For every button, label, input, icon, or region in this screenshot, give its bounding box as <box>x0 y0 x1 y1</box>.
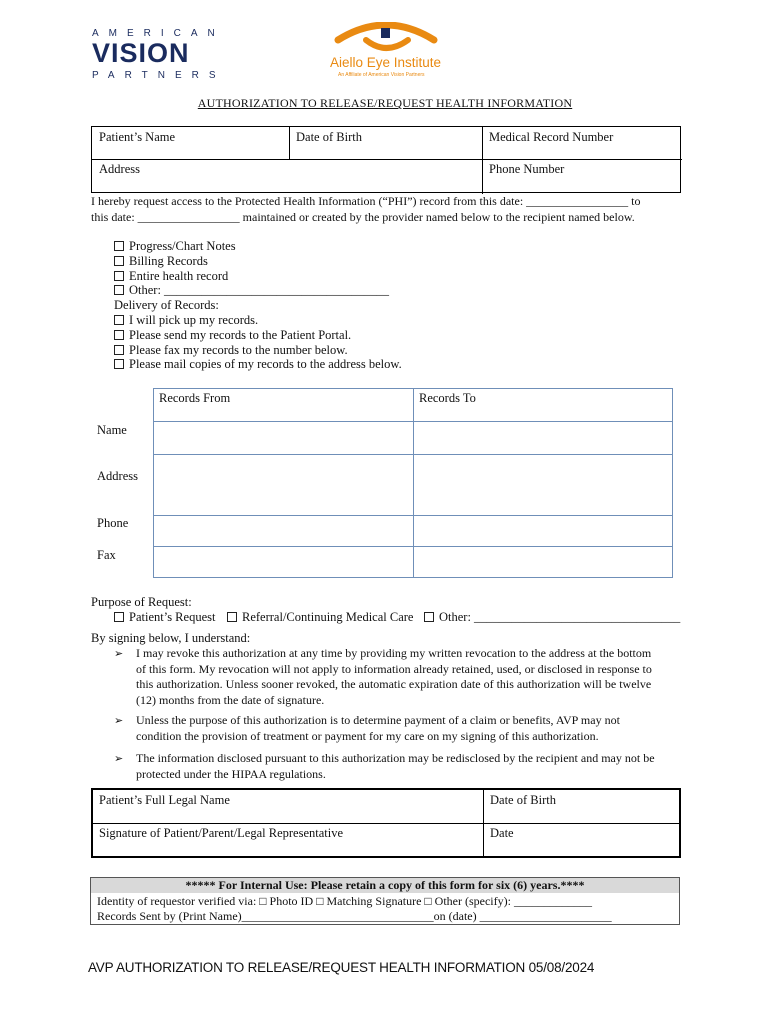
checkbox-icon[interactable] <box>114 345 124 355</box>
row-label-name: Name <box>97 423 127 437</box>
internal-use-heading: ***** For Internal Use: Please retain a copy of this form for six (6) years.**** <box>185 878 585 892</box>
identity-verified-line[interactable]: Identity of requestor verified via: □ Photo ID □ Matching Signature □ Other (specify): _____________ <box>97 894 592 908</box>
address-field[interactable]: Address <box>99 162 140 176</box>
arrow-bullet-icon: ➢ <box>114 715 124 727</box>
purpose-patient-request[interactable]: Patient’s Request <box>114 610 215 625</box>
understand-bullet-2: Unless the purpose of this authorization is to determine payment of a claim or benefits, AVP may not condition the provision of treatment or payment for my care on my signing of this authorization. <box>136 713 620 743</box>
understand-bullet-3: The information disclosed pursuant to this authorization may be redisclosed by the recipient and may not be protected under the HIPAA regulations. <box>136 751 655 781</box>
records-to-name-input[interactable] <box>413 421 673 455</box>
signature-table <box>91 788 681 858</box>
record-type-options <box>114 239 402 372</box>
signature-dob-field[interactable]: Date of Birth <box>490 793 556 807</box>
eye-logo-icon <box>328 22 458 58</box>
delivery-portal[interactable]: Please send my records to the Patient Portal. <box>114 328 402 343</box>
patients-name-field[interactable]: Patient’s Name <box>99 130 176 144</box>
option-billing-records[interactable]: Billing Records <box>114 254 402 269</box>
form-title: AUTHORIZATION TO RELEASE/REQUEST HEALTH INFORMATION <box>197 96 573 110</box>
option-entire-record[interactable]: Entire health record <box>114 269 402 284</box>
american-vision-partners-logo <box>92 28 226 82</box>
records-to-fax-input[interactable] <box>413 546 673 578</box>
request-line-1: I hereby request access to the Protected Health Information (“PHI”) record from this date: _________________ to <box>91 194 641 208</box>
delivery-pickup[interactable]: I will pick up my records. <box>114 313 402 328</box>
phone-number-field[interactable]: Phone Number <box>489 162 565 176</box>
purpose-heading: Purpose of Request: <box>91 595 192 609</box>
delivery-mail[interactable]: Please mail copies of my records to the address below. <box>114 357 402 372</box>
internal-use-box <box>90 877 680 925</box>
signature-date-field[interactable]: Date <box>490 826 514 840</box>
checkbox-icon[interactable] <box>114 315 124 325</box>
aiello-eye-institute-logo <box>328 22 458 82</box>
records-to-phone-input[interactable] <box>413 515 673 547</box>
delivery-heading: Delivery of Records: <box>114 298 219 313</box>
checkbox-icon[interactable] <box>114 330 124 340</box>
checkbox-icon[interactable] <box>114 271 124 281</box>
records-from-header: Records From <box>153 388 414 422</box>
logo-tagline: An Affiliate of American Vision Partners <box>338 72 425 78</box>
checkbox-icon[interactable] <box>114 256 124 266</box>
checkbox-icon[interactable] <box>114 285 124 295</box>
checkbox-icon[interactable] <box>114 612 124 622</box>
request-statement <box>91 194 641 225</box>
patient-info-table <box>91 126 681 193</box>
purpose-referral[interactable]: Referral/Continuing Medical Care <box>227 610 413 625</box>
arrow-bullet-icon: ➢ <box>114 648 124 660</box>
row-label-address: Address <box>97 469 138 483</box>
checkbox-icon[interactable] <box>424 612 434 622</box>
logo-text-aiello: Aiello Eye Institute <box>330 55 442 70</box>
logo-text-vision: VISION <box>92 38 190 68</box>
delivery-fax[interactable]: Please fax my records to the number below. <box>114 343 402 358</box>
signature-field[interactable]: Signature of Patient/Parent/Legal Representative <box>99 826 344 840</box>
checkbox-icon[interactable] <box>114 359 124 369</box>
full-legal-name-field[interactable]: Patient’s Full Legal Name <box>99 793 230 807</box>
purpose-other[interactable]: Other: _________________________________ <box>424 610 680 625</box>
records-to-address-input[interactable] <box>413 454 673 516</box>
records-sent-line[interactable]: Records Sent by (Print Name)________________________________on (date) ______________________ <box>97 909 612 923</box>
records-to-header: Records To <box>413 388 673 422</box>
page-footer: AVP AUTHORIZATION TO RELEASE/REQUEST HEALTH INFORMATION 05/08/2024 <box>88 960 595 975</box>
logo-text-american: AMERICAN <box>92 28 225 39</box>
records-from-name-input[interactable] <box>153 421 414 455</box>
records-from-phone-input[interactable] <box>153 515 414 547</box>
option-other[interactable]: Other: ____________________________________ <box>114 283 402 298</box>
medical-record-number-field[interactable]: Medical Record Number <box>489 130 614 144</box>
logo-text-partners: PARTNERS <box>92 70 226 81</box>
checkbox-icon[interactable] <box>227 612 237 622</box>
option-progress-notes[interactable]: Progress/Chart Notes <box>114 239 402 254</box>
row-label-fax: Fax <box>97 548 116 562</box>
arrow-bullet-icon: ➢ <box>114 753 124 765</box>
row-label-phone: Phone <box>97 516 129 530</box>
records-from-address-input[interactable] <box>153 454 414 516</box>
records-from-fax-input[interactable] <box>153 546 414 578</box>
checkbox-icon[interactable] <box>114 241 124 251</box>
request-line-2: this date: _________________ maintained or created by the provider named below to the recipient named below. <box>91 209 635 224</box>
understand-heading: By signing below, I understand: <box>91 631 251 645</box>
date-of-birth-field[interactable]: Date of Birth <box>296 130 362 144</box>
understand-bullet-1: I may revoke this authorization at any time by providing my written revocation to the address at the bottom of this form. My revocation will not apply to information already retained, used, or disclosed in response to this authorization. Unless sooner revoked, the automatic expiration date of this authorization will be twelve (12) months from the date of signature. <box>136 646 652 707</box>
